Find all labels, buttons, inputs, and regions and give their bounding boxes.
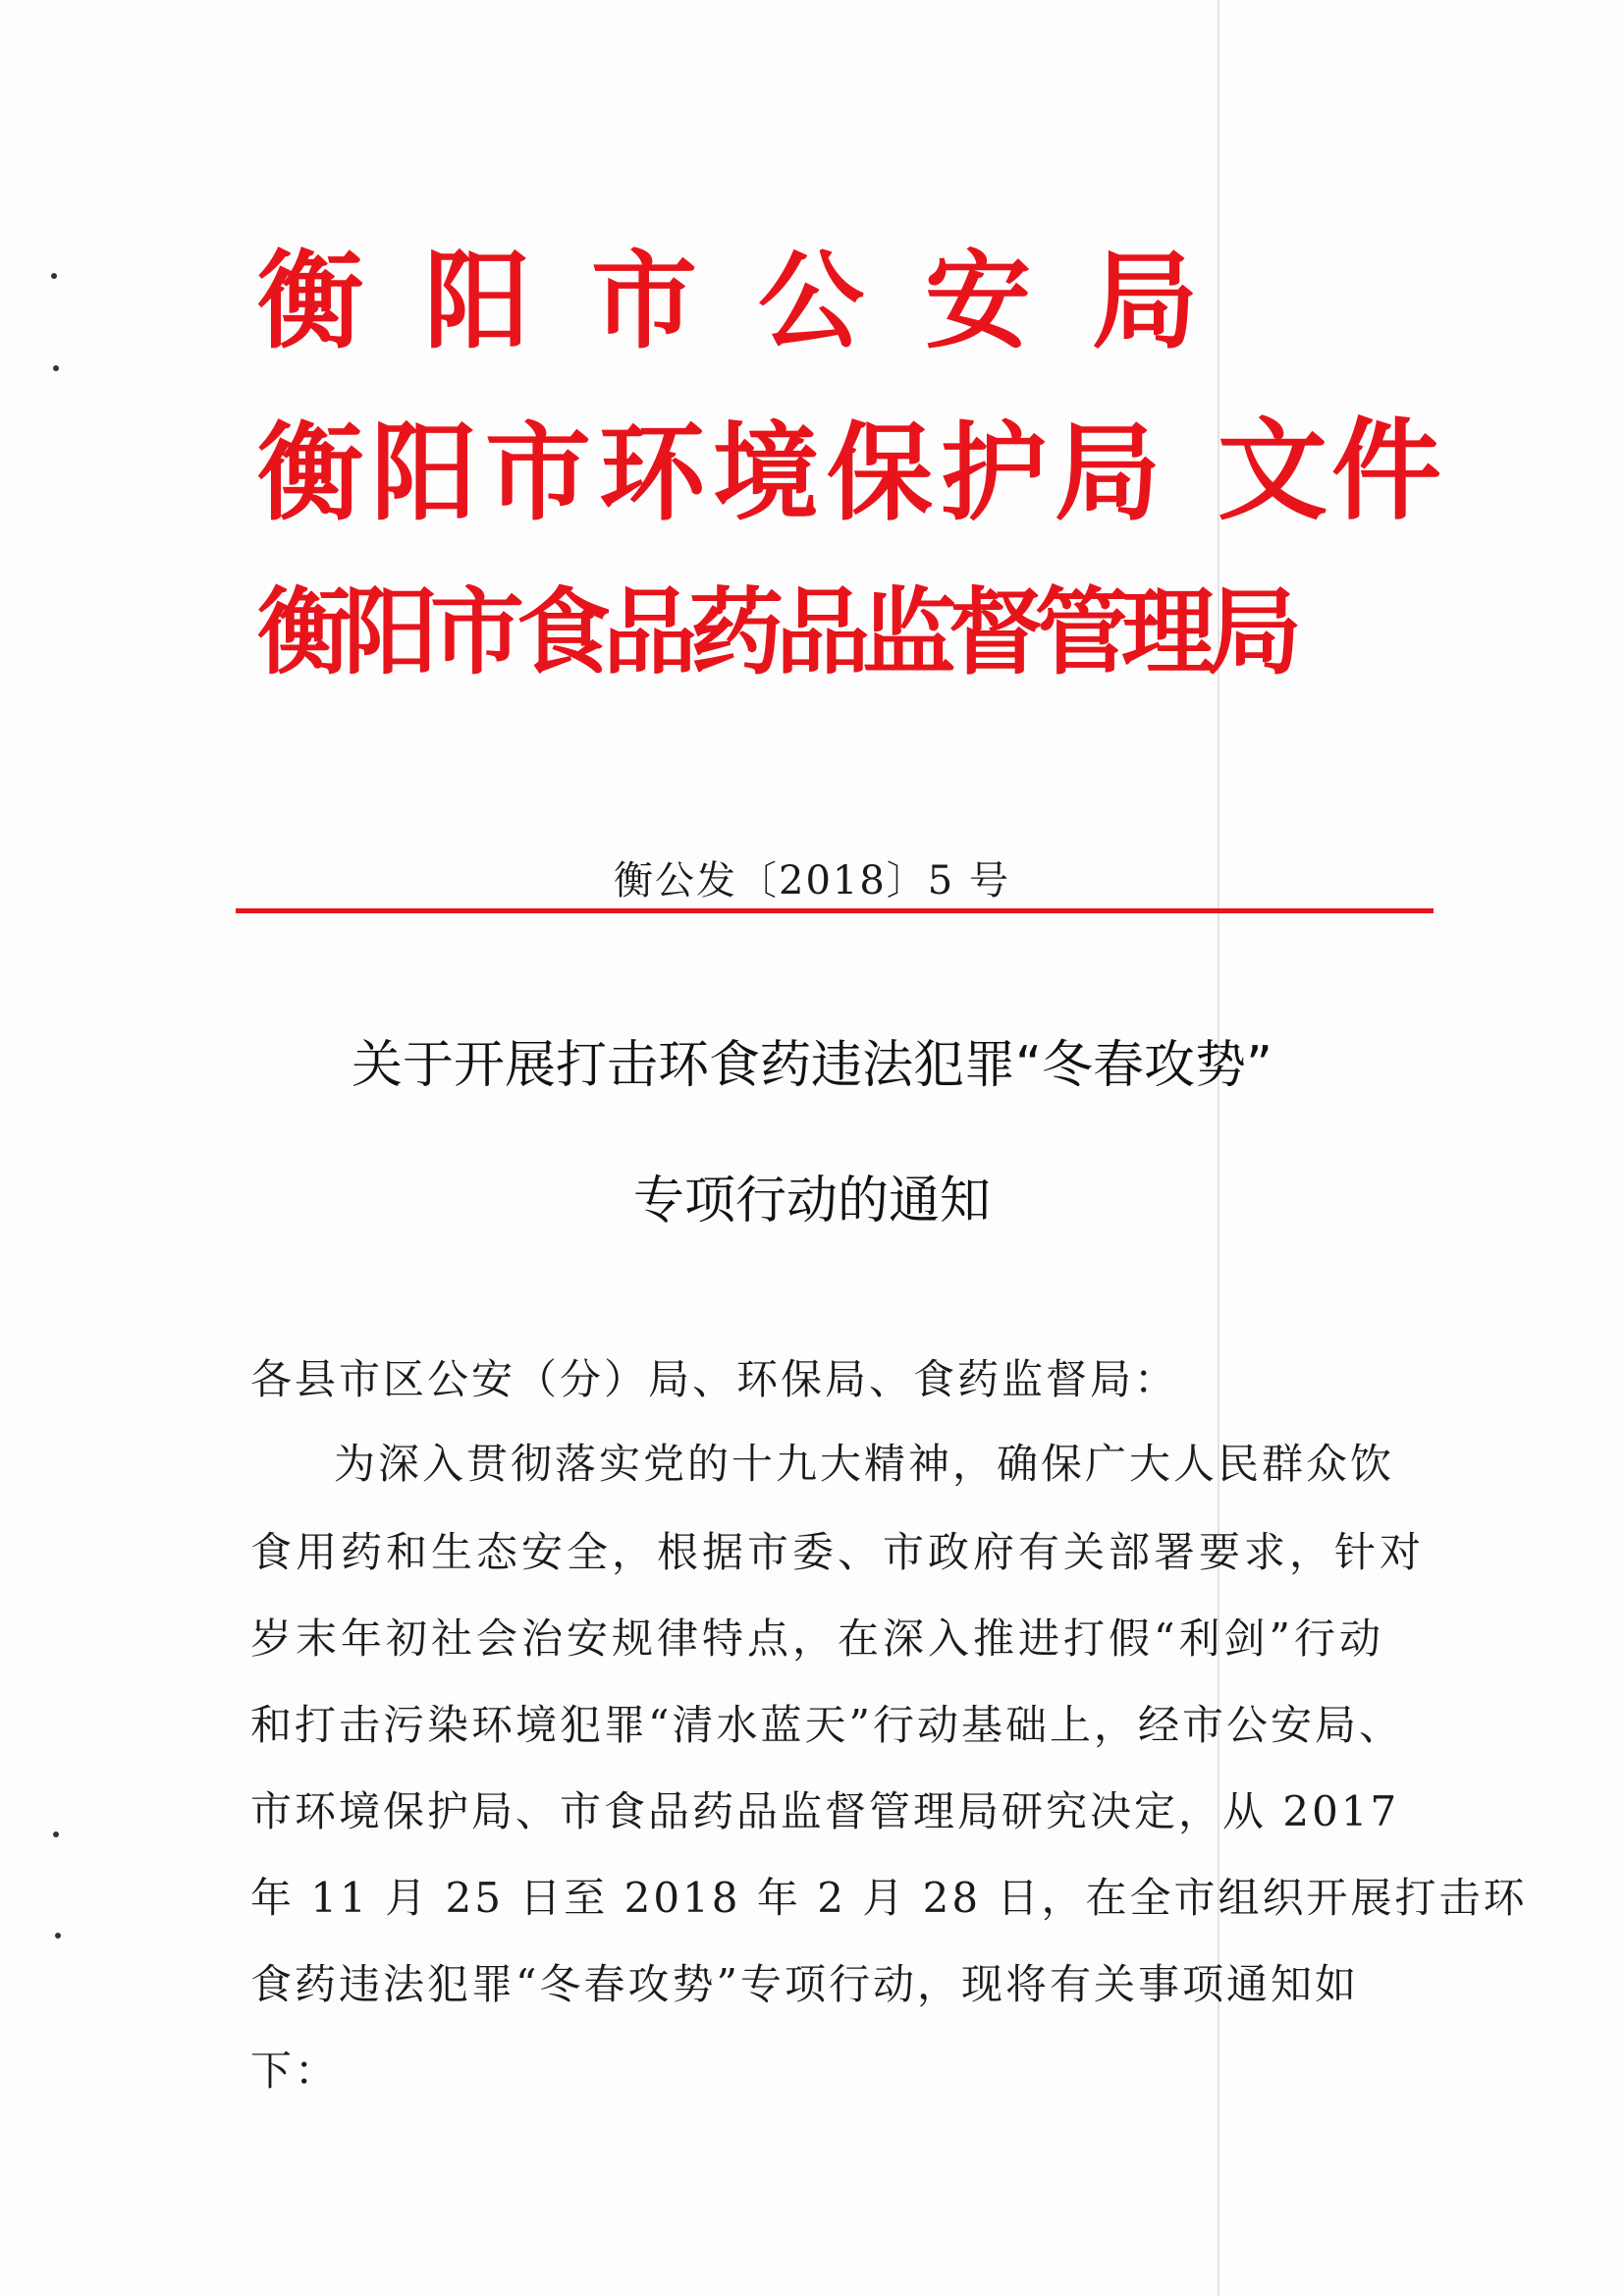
body-line: 食药违法犯罪“冬春攻势”专项行动，现将有关事项通知如	[250, 1960, 1359, 2008]
binding-hole-mark	[51, 273, 57, 279]
notice-title-line-1: 关于开展打击环食药违法犯罪“冬春攻势”	[352, 1036, 1272, 1095]
body-line: 和打击污染环境犯罪“清水蓝天”行动基础上，经市公安局、	[250, 1701, 1403, 1749]
binding-hole-mark	[55, 1933, 61, 1939]
body-line: 年 11 月 25 日至 2018 年 2 月 28 日，在全市组织开展打击环	[250, 1874, 1528, 1922]
binding-hole-mark	[53, 1831, 59, 1837]
document-number: 衡公发〔2018〕5 号	[614, 858, 1010, 903]
body-line: 为深入贯彻落实党的十九大精神，确保广大人民群众饮	[334, 1440, 1395, 1488]
notice-title-line-2: 专项行动的通知	[632, 1172, 991, 1230]
issuing-org-food-drug: 衡阳市食品药品监督管理局	[257, 576, 1294, 687]
body-line: 下：	[250, 2047, 340, 2095]
body-line: 食用药和生态安全，根据市委、市政府有关部署要求，针对	[250, 1528, 1426, 1576]
binding-hole-mark	[53, 365, 59, 371]
body-line: 市环境保护局、市食品药品监督管理局研究决定，从 2017	[250, 1787, 1400, 1835]
issuing-org-police: 衡阳市公安局	[257, 240, 1260, 363]
issuing-org-environment: 衡阳市环境保护局	[257, 411, 1169, 535]
red-divider-rule	[236, 908, 1434, 913]
salutation: 各县市区公安（分）局、环保局、食药监督局：	[250, 1355, 1179, 1403]
body-line: 岁末年初社会治安规律特点，在深入推进打假“利剑”行动	[250, 1614, 1384, 1663]
document-type-label: 文件	[1218, 407, 1445, 535]
